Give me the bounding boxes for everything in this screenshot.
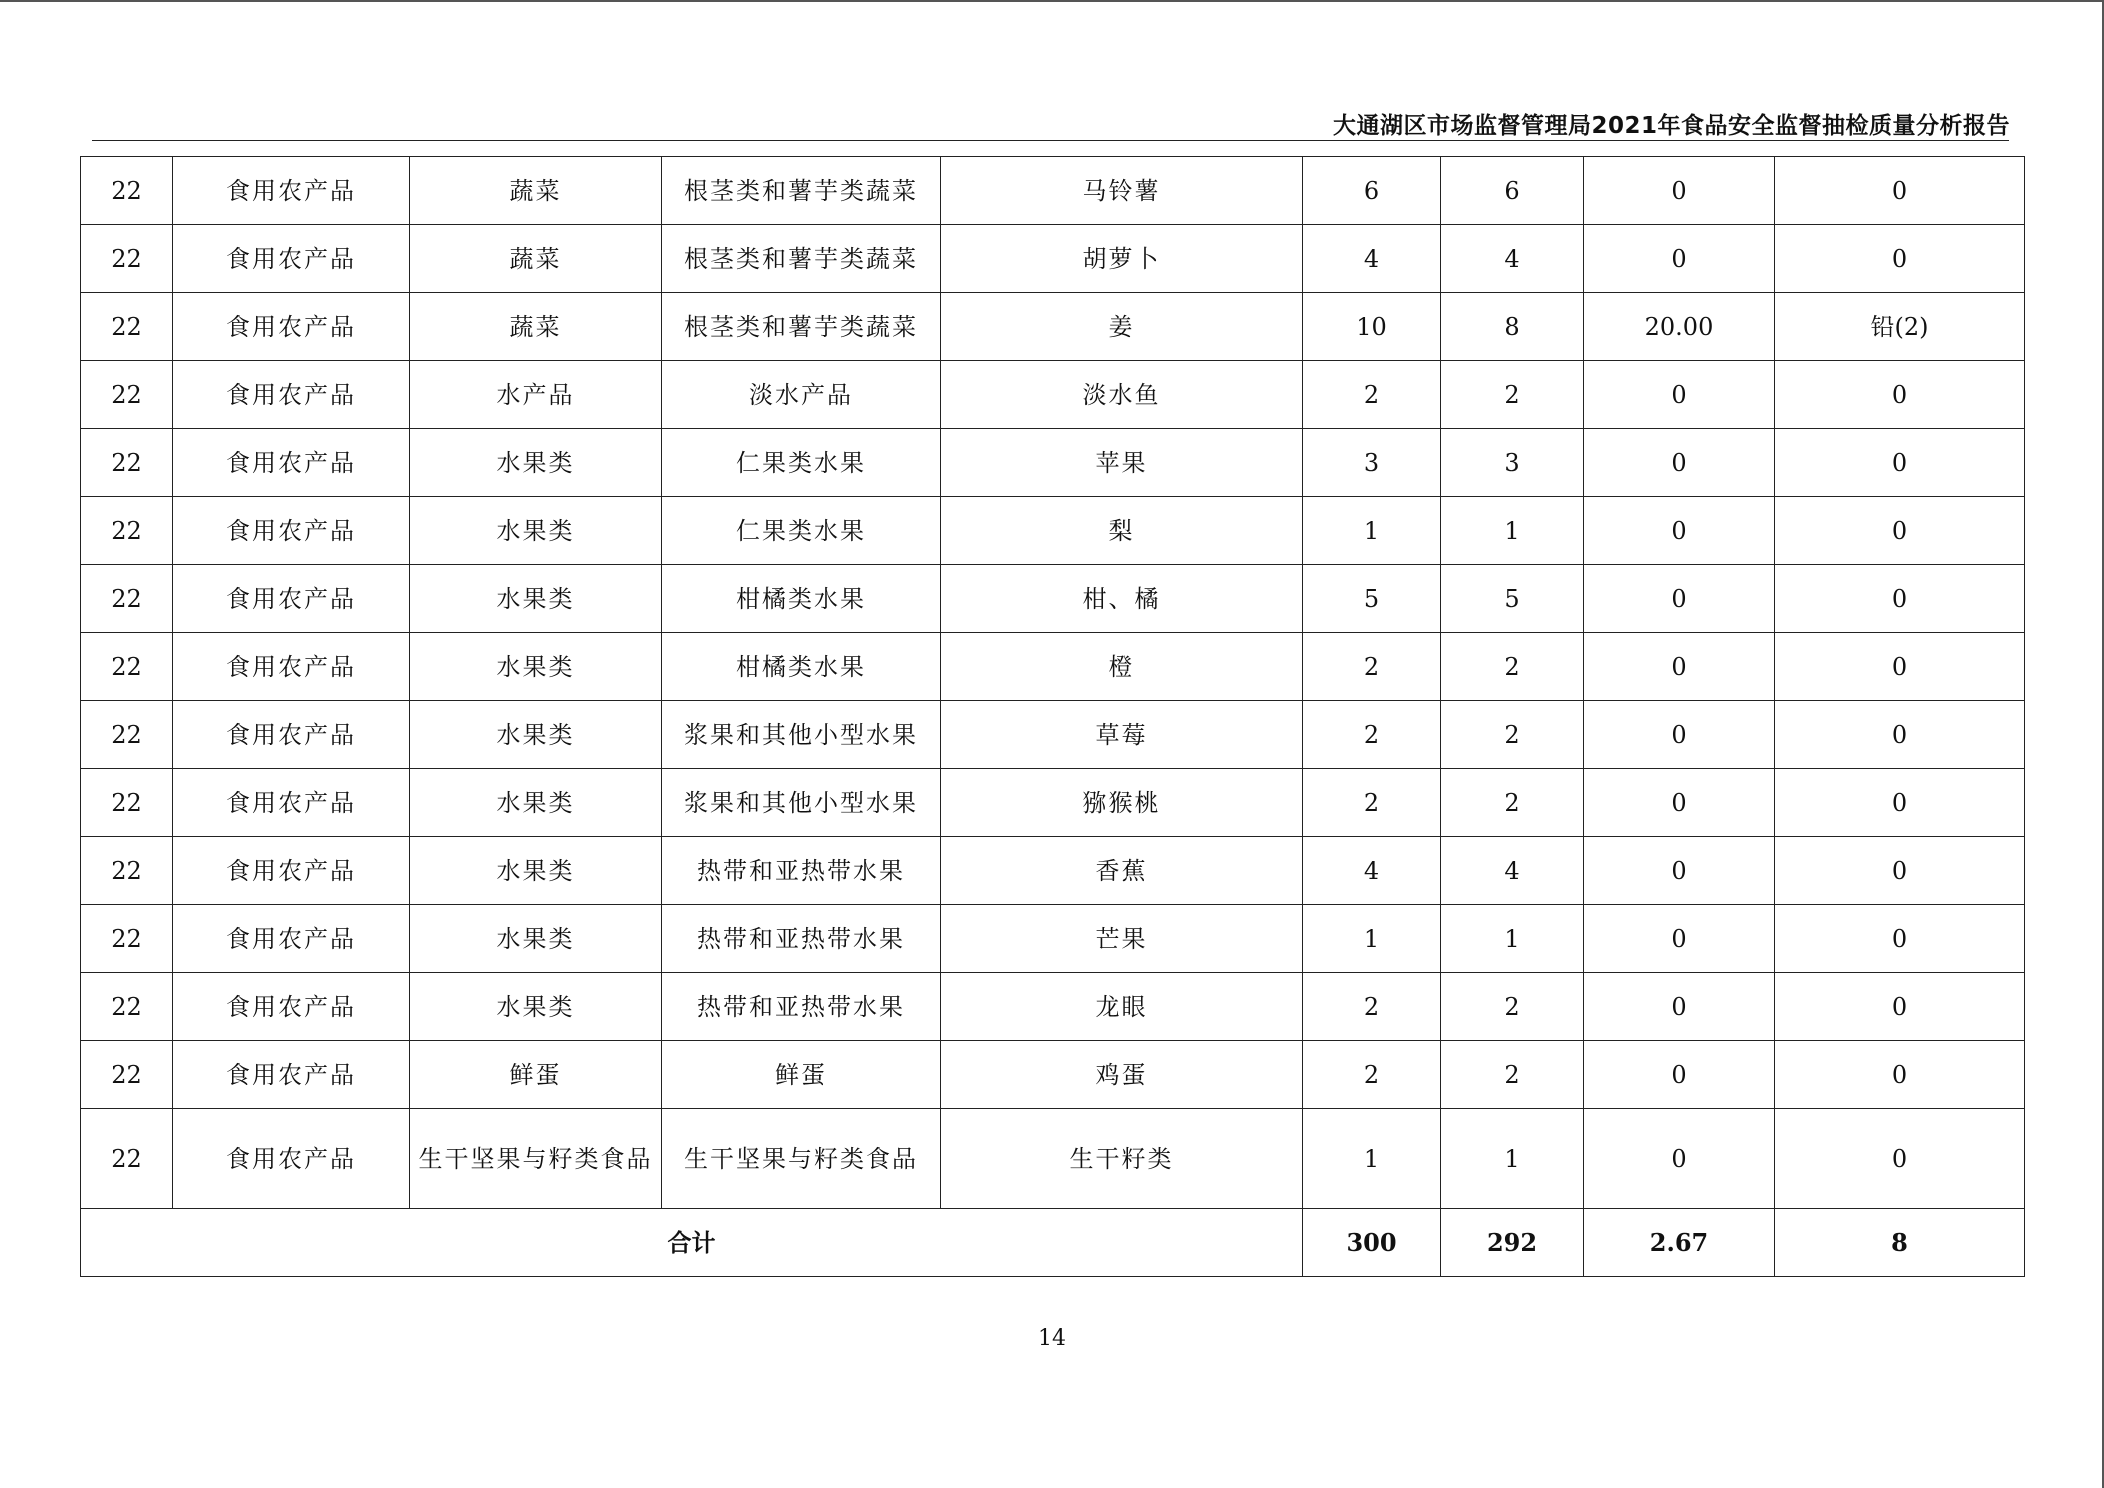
cell-food-type: 食用农产品 bbox=[173, 361, 410, 429]
cell-category: 水果类 bbox=[410, 633, 662, 701]
cell-category: 水产品 bbox=[410, 361, 662, 429]
cell-sampled: 10 bbox=[1303, 293, 1441, 361]
total-sampled: 300 bbox=[1303, 1209, 1441, 1277]
cell-item: 胡萝卜 bbox=[941, 225, 1303, 293]
cell-subcategory: 根茎类和薯芋类蔬菜 bbox=[662, 225, 941, 293]
cell-unqualified: 0 bbox=[1775, 973, 2025, 1041]
table-row bbox=[81, 497, 2025, 565]
cell-sampled: 4 bbox=[1303, 225, 1441, 293]
cell-seq: 22 bbox=[81, 361, 173, 429]
cell-unqualified: 0 bbox=[1775, 633, 2025, 701]
cell-food-type: 食用农产品 bbox=[173, 633, 410, 701]
cell-category: 水果类 bbox=[410, 497, 662, 565]
cell-sampled: 1 bbox=[1303, 905, 1441, 973]
cell-seq: 22 bbox=[81, 1041, 173, 1109]
cell-category: 水果类 bbox=[410, 769, 662, 837]
cell-item: 淡水鱼 bbox=[941, 361, 1303, 429]
table-row bbox=[81, 905, 2025, 973]
cell-unqualified: 0 bbox=[1775, 769, 2025, 837]
cell-item: 猕猴桃 bbox=[941, 769, 1303, 837]
table-row bbox=[81, 769, 2025, 837]
cell-subcategory: 热带和亚热带水果 bbox=[662, 905, 941, 973]
cell-item: 柑、橘 bbox=[941, 565, 1303, 633]
header-rule bbox=[92, 140, 2009, 141]
cell-category: 水果类 bbox=[410, 701, 662, 769]
table-row bbox=[81, 701, 2025, 769]
table-row bbox=[81, 157, 2025, 225]
table-row bbox=[81, 973, 2025, 1041]
cell-unqualified: 0 bbox=[1775, 429, 2025, 497]
cell-sampled: 2 bbox=[1303, 701, 1441, 769]
cell-sampled: 5 bbox=[1303, 565, 1441, 633]
cell-subcategory: 浆果和其他小型水果 bbox=[662, 701, 941, 769]
cell-qualified: 2 bbox=[1441, 361, 1584, 429]
cell-food-type: 食用农产品 bbox=[173, 1041, 410, 1109]
table-row bbox=[81, 1109, 2025, 1209]
cell-subcategory: 仁果类水果 bbox=[662, 429, 941, 497]
report-header-title: 大通湖区市场监督管理局2021年食品安全监督抽检质量分析报告 bbox=[1332, 113, 2010, 139]
cell-food-type: 食用农产品 bbox=[173, 429, 410, 497]
cell-unqualified: 0 bbox=[1775, 565, 2025, 633]
cell-food-type: 食用农产品 bbox=[173, 225, 410, 293]
cell-rate: 0 bbox=[1584, 157, 1775, 225]
cell-rate: 0 bbox=[1584, 837, 1775, 905]
cell-seq: 22 bbox=[81, 497, 173, 565]
table-row bbox=[81, 429, 2025, 497]
cell-rate: 0 bbox=[1584, 633, 1775, 701]
cell-seq: 22 bbox=[81, 157, 173, 225]
cell-sampled: 2 bbox=[1303, 633, 1441, 701]
cell-rate: 20.00 bbox=[1584, 293, 1775, 361]
cell-seq: 22 bbox=[81, 293, 173, 361]
cell-rate: 0 bbox=[1584, 1109, 1775, 1209]
cell-food-type: 食用农产品 bbox=[173, 973, 410, 1041]
cell-seq: 22 bbox=[81, 1109, 173, 1209]
table-row bbox=[81, 565, 2025, 633]
cell-category: 水果类 bbox=[410, 429, 662, 497]
cell-qualified: 4 bbox=[1441, 837, 1584, 905]
cell-rate: 0 bbox=[1584, 701, 1775, 769]
cell-qualified: 2 bbox=[1441, 973, 1584, 1041]
cell-food-type: 食用农产品 bbox=[173, 565, 410, 633]
cell-unqualified: 0 bbox=[1775, 837, 2025, 905]
cell-category: 蔬菜 bbox=[410, 293, 662, 361]
cell-food-type: 食用农产品 bbox=[173, 905, 410, 973]
cell-rate: 0 bbox=[1584, 429, 1775, 497]
cell-seq: 22 bbox=[81, 565, 173, 633]
total-rate: 2.67 bbox=[1584, 1209, 1775, 1277]
cell-seq: 22 bbox=[81, 769, 173, 837]
cell-item: 橙 bbox=[941, 633, 1303, 701]
inspection-results-table bbox=[80, 156, 2025, 1277]
cell-rate: 0 bbox=[1584, 565, 1775, 633]
cell-seq: 22 bbox=[81, 905, 173, 973]
cell-unqualified: 0 bbox=[1775, 701, 2025, 769]
cell-item: 梨 bbox=[941, 497, 1303, 565]
cell-unqualified: 0 bbox=[1775, 361, 2025, 429]
cell-category: 水果类 bbox=[410, 565, 662, 633]
cell-unqualified: 0 bbox=[1775, 157, 2025, 225]
table-row bbox=[81, 837, 2025, 905]
cell-qualified: 1 bbox=[1441, 905, 1584, 973]
cell-rate: 0 bbox=[1584, 973, 1775, 1041]
cell-category: 水果类 bbox=[410, 973, 662, 1041]
cell-food-type: 食用农产品 bbox=[173, 769, 410, 837]
table-body bbox=[81, 157, 2025, 1209]
cell-unqualified: 0 bbox=[1775, 1109, 2025, 1209]
cell-qualified: 2 bbox=[1441, 1041, 1584, 1109]
cell-item: 芒果 bbox=[941, 905, 1303, 973]
cell-category: 鲜蛋 bbox=[410, 1041, 662, 1109]
cell-qualified: 8 bbox=[1441, 293, 1584, 361]
cell-unqualified: 0 bbox=[1775, 1041, 2025, 1109]
cell-subcategory: 根茎类和薯芋类蔬菜 bbox=[662, 293, 941, 361]
total-qualified: 292 bbox=[1441, 1209, 1584, 1277]
cell-rate: 0 bbox=[1584, 905, 1775, 973]
table-row bbox=[81, 225, 2025, 293]
cell-unqualified: 0 bbox=[1775, 905, 2025, 973]
cell-sampled: 2 bbox=[1303, 361, 1441, 429]
cell-seq: 22 bbox=[81, 701, 173, 769]
cell-sampled: 2 bbox=[1303, 1041, 1441, 1109]
page-border-top bbox=[0, 0, 2104, 2]
total-label: 合计 bbox=[81, 1209, 1303, 1277]
cell-qualified: 3 bbox=[1441, 429, 1584, 497]
cell-category: 水果类 bbox=[410, 905, 662, 973]
cell-food-type: 食用农产品 bbox=[173, 293, 410, 361]
cell-item: 马铃薯 bbox=[941, 157, 1303, 225]
cell-item: 龙眼 bbox=[941, 973, 1303, 1041]
cell-item: 鸡蛋 bbox=[941, 1041, 1303, 1109]
table-row bbox=[81, 633, 2025, 701]
cell-qualified: 2 bbox=[1441, 633, 1584, 701]
cell-qualified: 1 bbox=[1441, 1109, 1584, 1209]
cell-subcategory: 浆果和其他小型水果 bbox=[662, 769, 941, 837]
cell-subcategory: 柑橘类水果 bbox=[662, 633, 941, 701]
total-row bbox=[81, 1209, 2025, 1277]
cell-subcategory: 柑橘类水果 bbox=[662, 565, 941, 633]
cell-rate: 0 bbox=[1584, 225, 1775, 293]
cell-subcategory: 热带和亚热带水果 bbox=[662, 837, 941, 905]
cell-seq: 22 bbox=[81, 429, 173, 497]
cell-seq: 22 bbox=[81, 225, 173, 293]
cell-item: 香蕉 bbox=[941, 837, 1303, 905]
cell-unqualified: 铅(2) bbox=[1775, 293, 2025, 361]
cell-category: 水果类 bbox=[410, 837, 662, 905]
cell-qualified: 2 bbox=[1441, 701, 1584, 769]
cell-seq: 22 bbox=[81, 973, 173, 1041]
cell-subcategory: 热带和亚热带水果 bbox=[662, 973, 941, 1041]
table-row bbox=[81, 1041, 2025, 1109]
cell-qualified: 4 bbox=[1441, 225, 1584, 293]
cell-unqualified: 0 bbox=[1775, 225, 2025, 293]
cell-sampled: 2 bbox=[1303, 769, 1441, 837]
cell-item: 苹果 bbox=[941, 429, 1303, 497]
cell-sampled: 4 bbox=[1303, 837, 1441, 905]
cell-food-type: 食用农产品 bbox=[173, 701, 410, 769]
cell-rate: 0 bbox=[1584, 361, 1775, 429]
cell-qualified: 1 bbox=[1441, 497, 1584, 565]
cell-sampled: 2 bbox=[1303, 973, 1441, 1041]
cell-item: 草莓 bbox=[941, 701, 1303, 769]
cell-subcategory: 生干坚果与籽类食品 bbox=[662, 1109, 941, 1209]
cell-sampled: 6 bbox=[1303, 157, 1441, 225]
cell-seq: 22 bbox=[81, 633, 173, 701]
cell-sampled: 1 bbox=[1303, 497, 1441, 565]
cell-category: 生干坚果与籽类食品 bbox=[410, 1109, 662, 1209]
cell-category: 蔬菜 bbox=[410, 225, 662, 293]
cell-unqualified: 0 bbox=[1775, 497, 2025, 565]
cell-rate: 0 bbox=[1584, 1041, 1775, 1109]
cell-sampled: 1 bbox=[1303, 1109, 1441, 1209]
cell-subcategory: 仁果类水果 bbox=[662, 497, 941, 565]
cell-item: 姜 bbox=[941, 293, 1303, 361]
cell-food-type: 食用农产品 bbox=[173, 157, 410, 225]
cell-subcategory: 根茎类和薯芋类蔬菜 bbox=[662, 157, 941, 225]
cell-rate: 0 bbox=[1584, 497, 1775, 565]
cell-food-type: 食用农产品 bbox=[173, 497, 410, 565]
cell-subcategory: 淡水产品 bbox=[662, 361, 941, 429]
cell-sampled: 3 bbox=[1303, 429, 1441, 497]
table-row bbox=[81, 293, 2025, 361]
cell-food-type: 食用农产品 bbox=[173, 1109, 410, 1209]
cell-rate: 0 bbox=[1584, 769, 1775, 837]
cell-subcategory: 鲜蛋 bbox=[662, 1041, 941, 1109]
cell-seq: 22 bbox=[81, 837, 173, 905]
cell-food-type: 食用农产品 bbox=[173, 837, 410, 905]
cell-item: 生干籽类 bbox=[941, 1109, 1303, 1209]
total-unqualified: 8 bbox=[1775, 1209, 2025, 1277]
page-number: 14 bbox=[1038, 1326, 1066, 1351]
cell-qualified: 2 bbox=[1441, 769, 1584, 837]
cell-category: 蔬菜 bbox=[410, 157, 662, 225]
cell-qualified: 6 bbox=[1441, 157, 1584, 225]
table-row bbox=[81, 361, 2025, 429]
cell-qualified: 5 bbox=[1441, 565, 1584, 633]
